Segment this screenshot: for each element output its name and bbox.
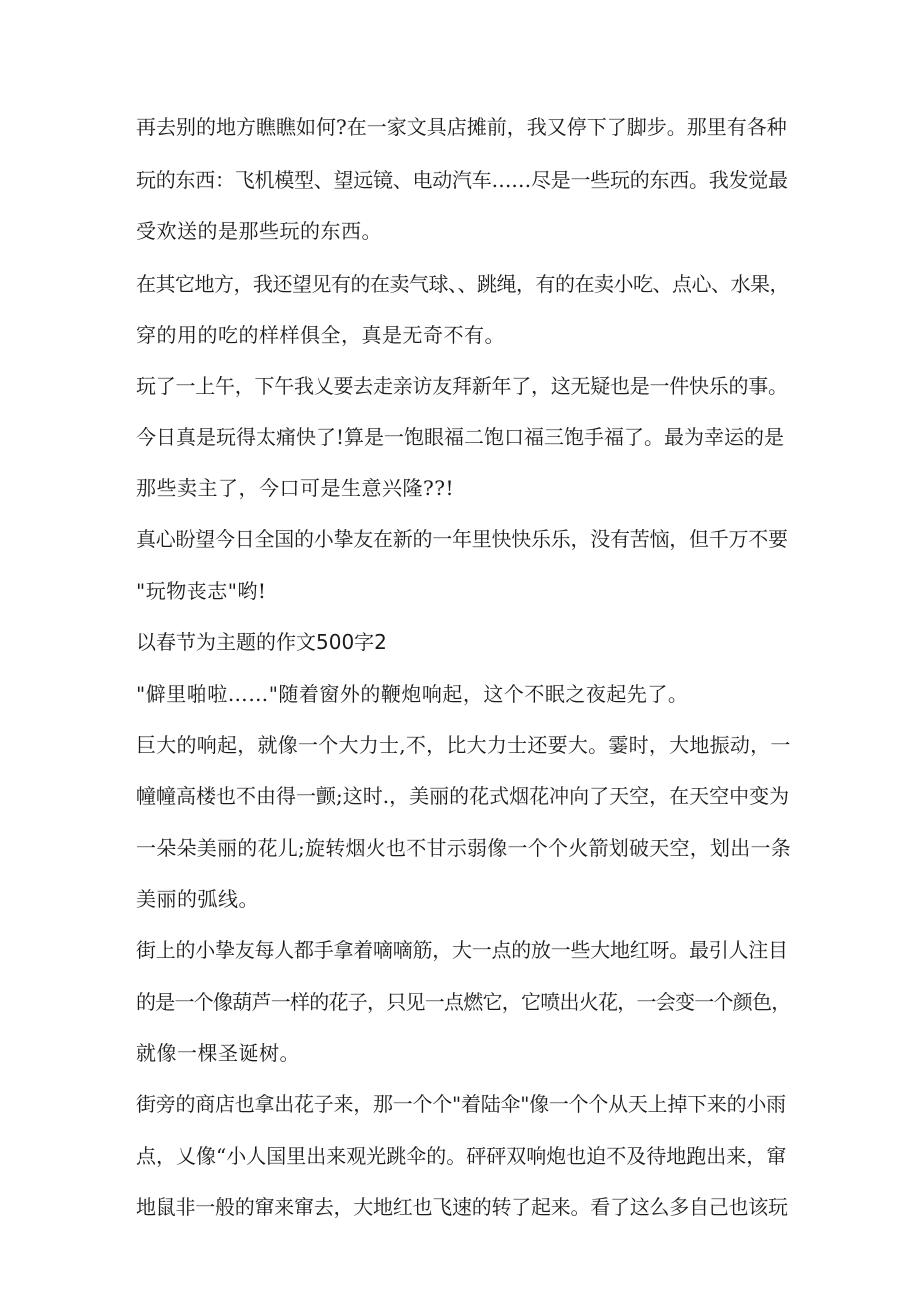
text-line: 巨大的响起，就像一个大力士,不，比大力士还要大。霎时，大地振动，一: [136, 733, 791, 757]
text-line: 美丽的弧线。: [136, 887, 259, 911]
text-line: 真心盼望今日全国的小挚友在新的一年里快快乐乐，没有苦恼，但千万不要: [136, 527, 788, 551]
text-line: "僻里啪啦……"随着窗外的鞭炮响起，这个不眠之夜起先了。: [136, 682, 689, 706]
section-heading: 以春节为主题的作文500字2: [136, 630, 387, 654]
text-line: 受欢送的是那些玩的东西。: [136, 219, 382, 243]
text-line: 玩了一上午，下午我乂要去走亲访友拜新年了，这无疑也是一件快乐的事。: [136, 374, 788, 398]
text-line: "玩物丧志"哟!: [136, 579, 267, 603]
text-line: 幢幢高楼也不由得一颤;这时.，美丽的花式烟花冲向了天空，在天空中变为: [136, 784, 790, 808]
text-line: 街旁的商店也拿出花子来，那一个个"着陆伞"像一个个从天上掉下来的小雨: [136, 1092, 786, 1116]
text-line: 在其它地方，我还望见有的在卖气球、、跳绳，有的在卖小吃、点心、水果，: [136, 272, 789, 296]
text-line: 一朵朵美丽的花儿;旋转烟火也不甘示弱像一个个火箭划破天空，划出一条: [136, 836, 791, 860]
text-line: 穿的用的吃的样样俱全，真是无奇不有。: [136, 323, 505, 347]
text-line: 街上的小挚友每人都手拿着嘀嘀筋，大一点的放一些大地红呀。最引人注目: [136, 938, 788, 962]
text-line: 再去别的地方瞧瞧如何?在一家文具店摊前，我又停下了脚步。那里有各种: [136, 115, 787, 139]
text-line: 玩的东西：飞机模型、望远镜、电动汽车……尽是一些玩的东西。我发觉最: [136, 168, 788, 192]
text-line: 地鼠非一般的窜来窜去，大地红也飞速的转了起来。看了这么多自己也该玩: [136, 1195, 788, 1219]
text-line: 点，乂像“小人国里出来观光跳伞的。砰砰双响炮也迫不及待地跑出来，窜: [136, 1144, 787, 1168]
text-line: 那些卖主了，今口可是生意兴隆??!: [136, 476, 454, 500]
text-line: 今日真是玩得太痛快了!算是一饱眼福二饱口福三饱手福了。最为幸运的是: [136, 425, 785, 449]
text-line: 的是一个像葫芦一样的花子，只见一点燃它，它喷出火花，一会变一个颜色，: [136, 990, 791, 1014]
text-line: 就像一棵圣诞树。: [136, 1041, 300, 1065]
